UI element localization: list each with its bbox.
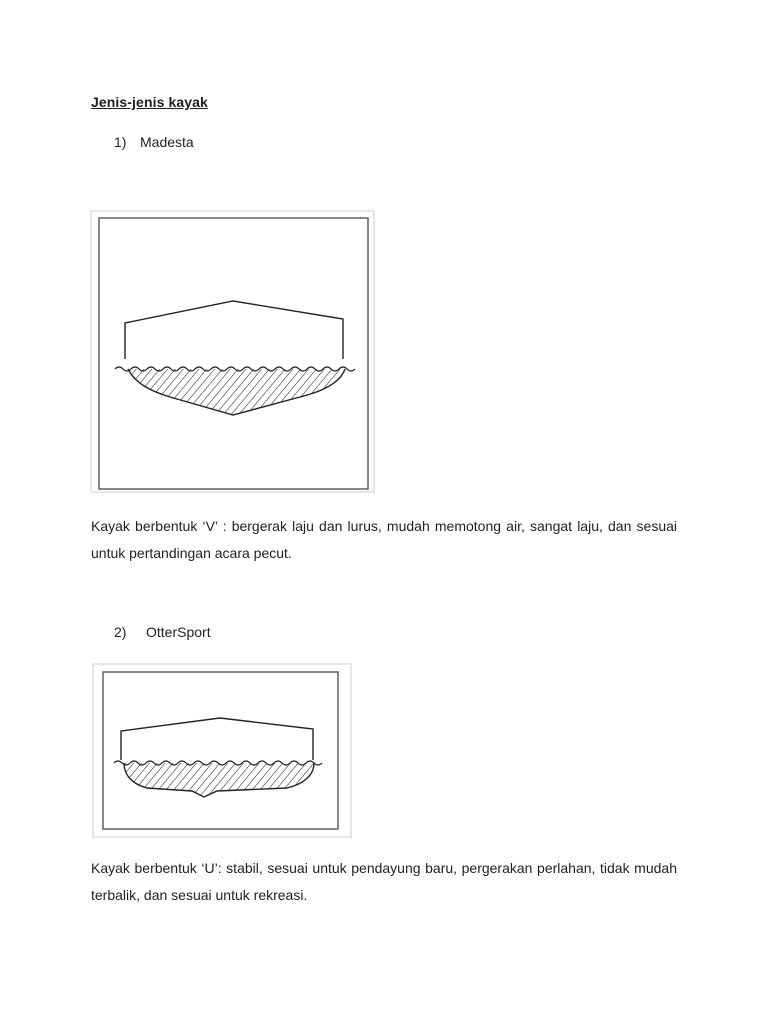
u-hull-kayak-cross-section-drawing bbox=[92, 663, 352, 838]
list-item-label: Madesta bbox=[140, 134, 194, 150]
ottersport-description: Kayak berbentuk ‘U’: stabil, sesuai untuk pendayung baru, pergerakan perlahan, tidak mudah terbalik, dan sesuai untuk rekreasi. bbox=[91, 860, 677, 903]
page-heading: Jenis-jenis kayak bbox=[91, 94, 208, 110]
v-hull-kayak-cross-section-drawing bbox=[90, 209, 375, 494]
list-item-number: 1) bbox=[114, 134, 127, 150]
list-item-label: OtterSport bbox=[146, 624, 211, 640]
list-item-madesta bbox=[114, 134, 194, 150]
madesta-description: Kayak berbentuk ‘V’ : bergerak laju dan lurus, mudah memotong air, sangat laju, dan sesuai untuk pertandingan acara pecut. bbox=[91, 518, 677, 561]
list-item-number: 2) bbox=[114, 624, 127, 640]
list-item-ottersport bbox=[114, 624, 211, 640]
